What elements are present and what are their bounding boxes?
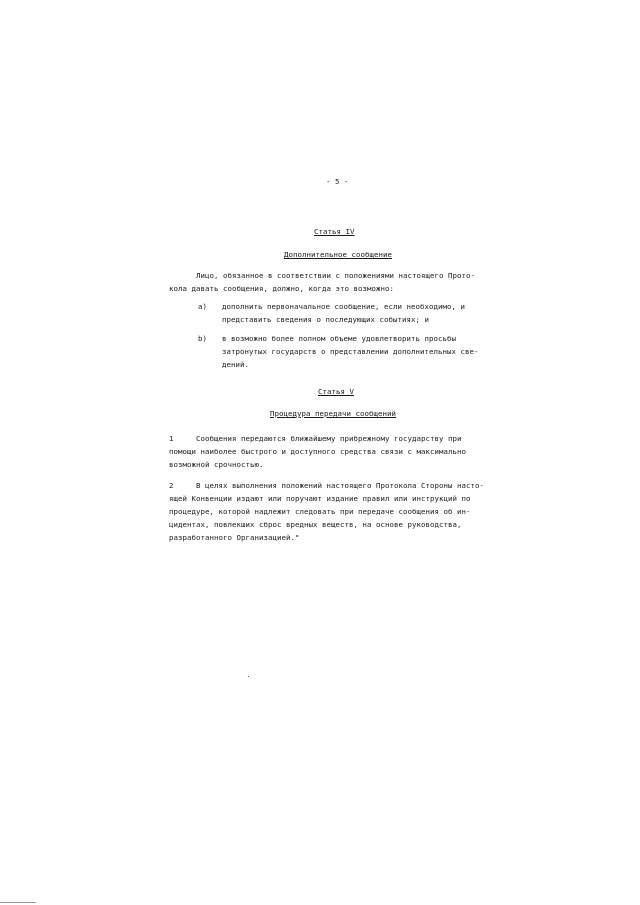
- item-b-marker: b): [198, 334, 207, 343]
- paragraph-1-line-1: Сообщения передаются ближайшему прибрежному государству при: [196, 434, 462, 443]
- paragraph-1-number: 1: [169, 434, 174, 443]
- paragraph-1-line-2: помощи наиболее быстрого и доступного средства связи с максимально: [169, 447, 466, 456]
- article-4-title: Статья IV: [314, 227, 355, 236]
- item-b-line-2: затронутых государств о представлении дополнительных све-: [222, 347, 479, 356]
- paragraph-2-line-2: ящей Конвенции издают или поручают издание правил или инструкций по: [169, 494, 471, 503]
- item-a-line-2: представить сведения о последующих событиях; и: [222, 315, 429, 324]
- page-number: - 5 -: [326, 177, 349, 186]
- paragraph-2-line-1: В целях выполнения положений настоящего Протокола Стороны насто-: [196, 481, 484, 490]
- paragraph-1-line-3: возможной срочностью.: [169, 460, 264, 469]
- article-5-title: Статья V: [318, 387, 354, 396]
- item-a-line-1: дополнить первоначальное сообщение, если необходимо, и: [222, 302, 465, 311]
- item-b-line-3: дений.: [222, 360, 249, 369]
- paragraph-2-line-5: разработанного Организацией.": [169, 533, 300, 542]
- article-5-heading: Процедура передачи сообщений: [270, 409, 396, 418]
- article-4-intro-line-2: кола давать сообщения, должно, когда это возможно:: [169, 284, 394, 293]
- scan-edge-mark: [0, 902, 36, 903]
- article-4-heading: Дополнительное сообщение: [284, 250, 392, 259]
- item-b-line-1: в возможно более полном объеме удовлетворить просьбы: [222, 334, 456, 343]
- article-4-intro-line-1: Лицо, обязанное в соответствии с положениями настоящего Прото-: [196, 271, 475, 280]
- paragraph-2-line-4: цидентах, повлекших сброс вредных веществ, на основе руководства,: [169, 520, 462, 529]
- scan-speck: [248, 676, 249, 677]
- paragraph-2-line-3: процедуре, которой надлежит следовать при передаче сообщения об ин-: [169, 507, 471, 516]
- item-a-marker: а): [198, 302, 207, 311]
- paragraph-2-number: 2: [169, 481, 174, 490]
